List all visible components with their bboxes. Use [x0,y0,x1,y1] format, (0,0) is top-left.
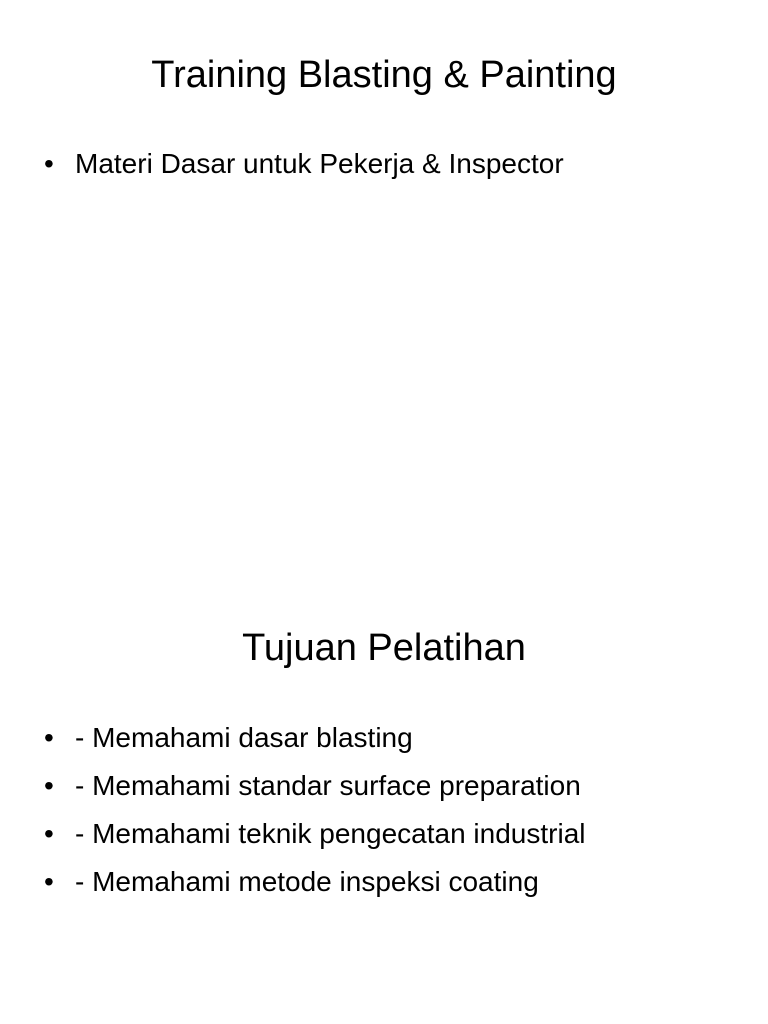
bullet-text: - Memahami metode inspeksi coating [75,866,539,897]
bullet-list [44,140,748,188]
bullet-text: - Memahami standar surface preparation [75,770,581,801]
bullet-item [44,714,748,762]
slide-title: Training Blasting & Painting [151,54,617,96]
slide-title: Tujuan Pelatihan [242,627,526,669]
bullet-dot-icon: • [44,148,54,179]
bullet-dot-icon: • [44,818,54,849]
bullet-dot-icon: • [44,722,54,753]
bullet-item [44,140,748,188]
bullet-text: - Memahami teknik pengecatan industrial [75,818,586,849]
slide-2 [0,512,768,1024]
bullet-text: Materi Dasar untuk Pekerja & Inspector [75,148,564,179]
bullet-text: - Memahami dasar blasting [75,722,413,753]
bullet-dot-icon: • [44,770,54,801]
bullet-item [44,810,748,858]
bullet-item [44,762,748,810]
bullet-list [44,714,748,906]
bullet-dot-icon: • [44,866,54,897]
bullet-item [44,858,748,906]
